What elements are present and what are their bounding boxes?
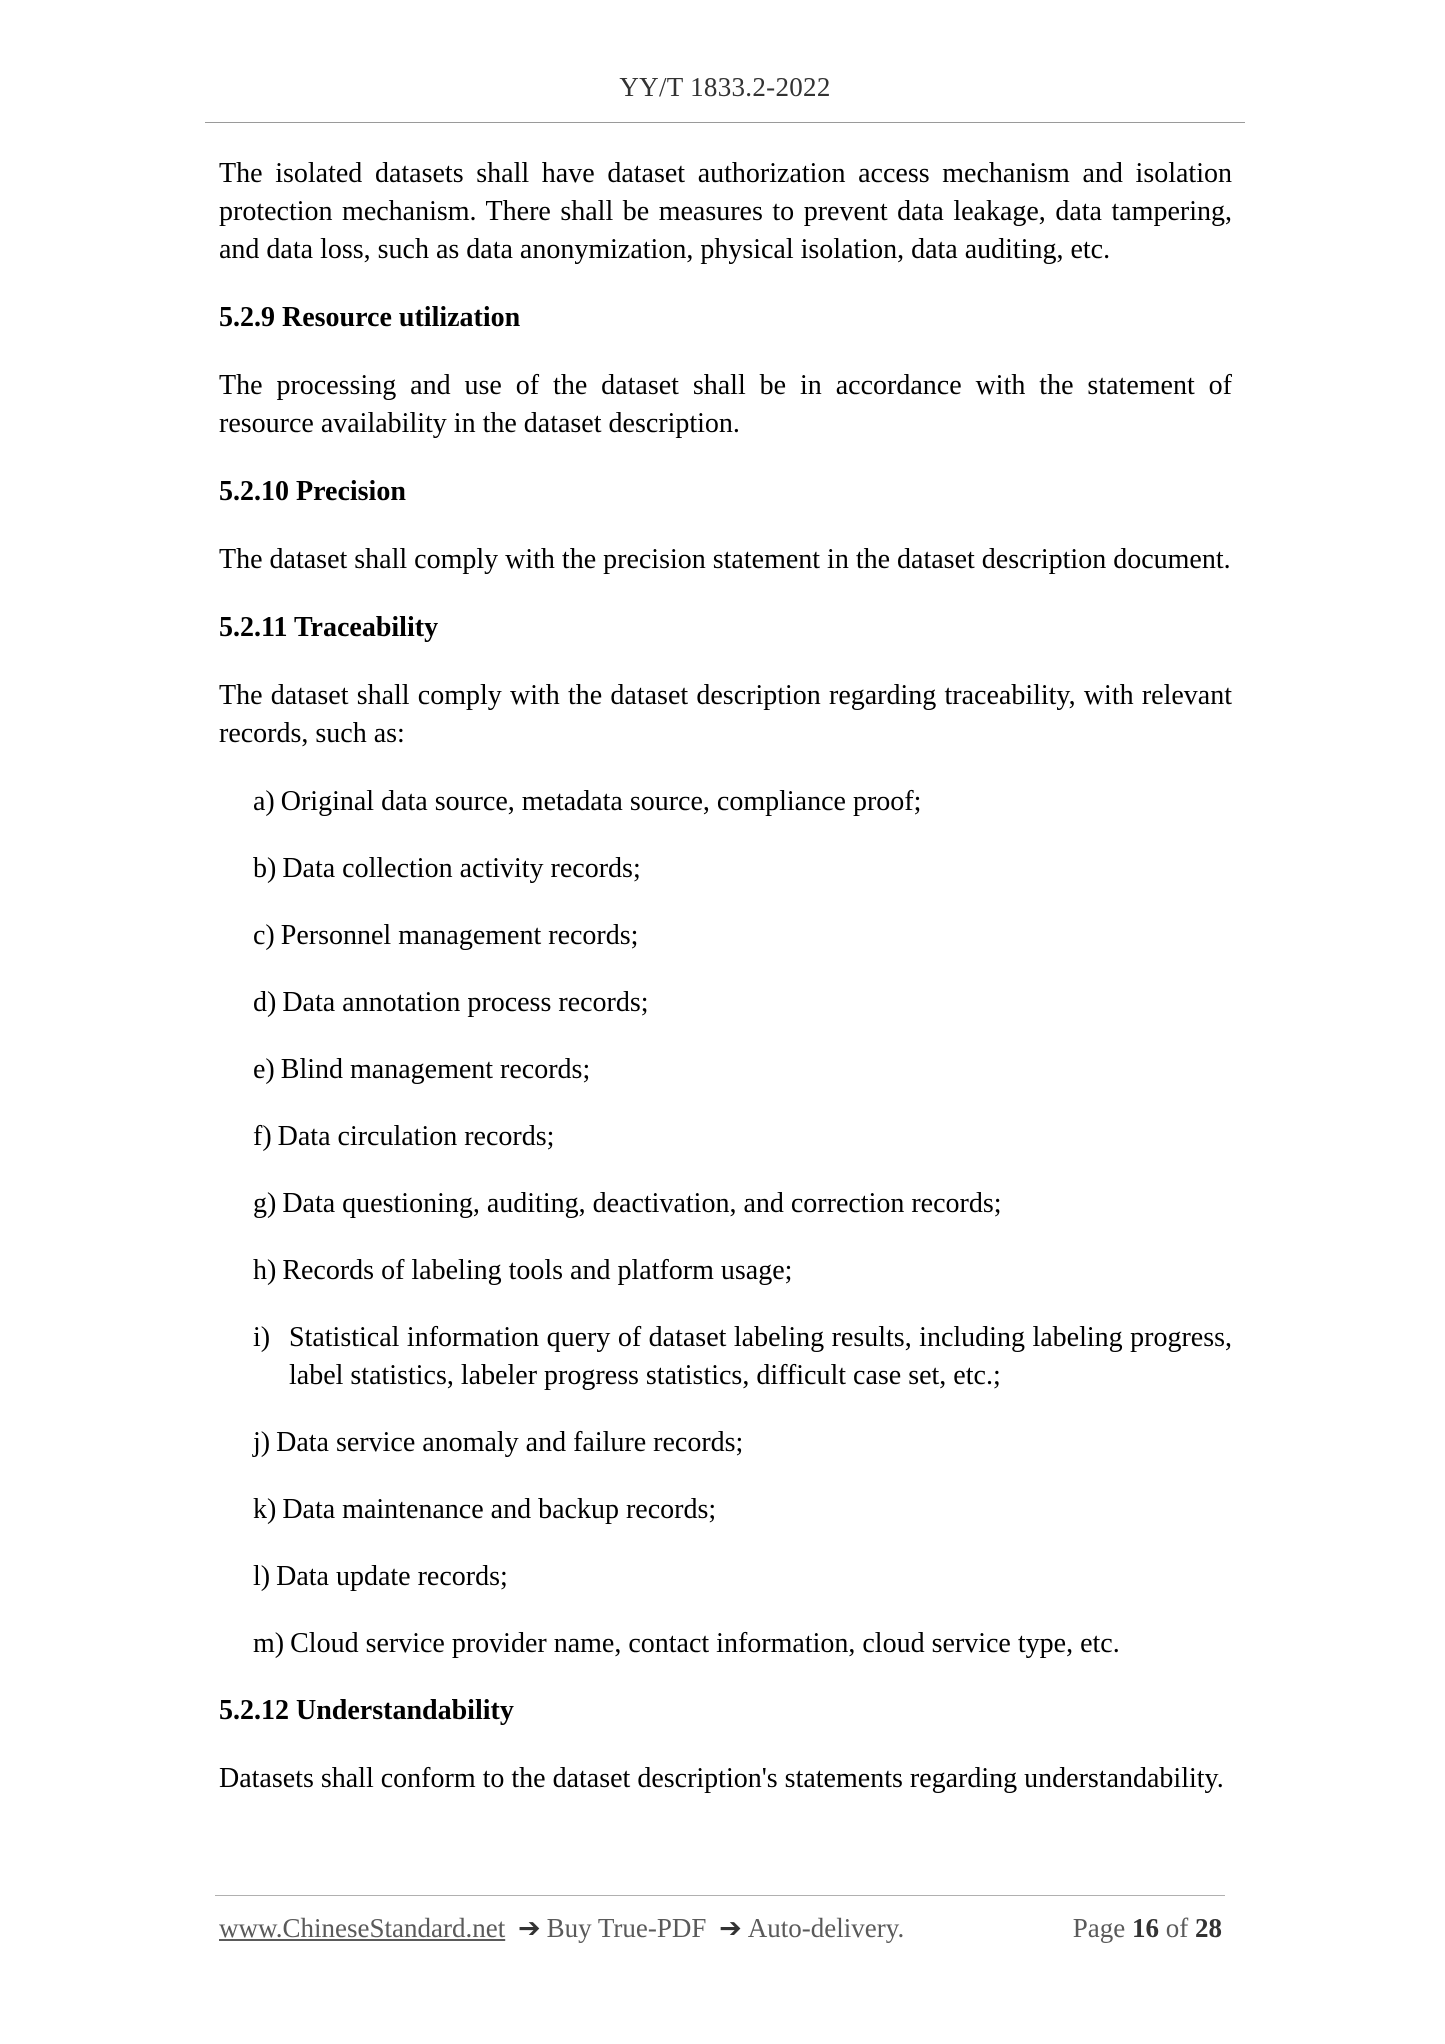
list-item (253, 1185, 1232, 1223)
list-marker: k) (253, 1494, 277, 1525)
list-marker: c) (253, 920, 275, 951)
section-heading-5-2-10: 5.2.10 Precision (219, 476, 406, 507)
page-label: Page (1072, 1913, 1126, 1943)
section-heading-5-2-12: 5.2.12 Understandability (219, 1695, 514, 1726)
list-item-text: Data collection activity records; (282, 853, 641, 884)
list-item (253, 917, 1232, 955)
section-body-5-2-9: The processing and use of the dataset shall be in accordance with the statement of resource availability in the dataset description. (219, 370, 1232, 439)
intro-paragraph: The isolated datasets shall have dataset authorization access mechanism and isolation protection mechanism. There shall be measures to prevent data leakage, data tampering, and data loss, such as data anonymization, physical isolation, data auditing, etc. (219, 158, 1232, 265)
list-item-text: Data circulation records; (277, 1121, 555, 1152)
list-item-text: Data update records; (276, 1561, 508, 1592)
list-item-text: Statistical information query of dataset labeling results, including labeling progress, label statistics, labeler progress statistics, difficult case set, etc.; (289, 1322, 1232, 1391)
list-item (253, 1558, 1232, 1596)
list-item-text: Original data source, metadata source, compliance proof; (280, 786, 922, 817)
section-heading-5-2-11: 5.2.11 Traceability (219, 612, 439, 643)
list-item (253, 850, 1232, 888)
footer-promo (219, 1913, 904, 1944)
list-item (253, 783, 1232, 821)
auto-delivery-text: Auto-delivery. (747, 1913, 905, 1943)
list-marker: d) (253, 987, 277, 1018)
page-total: 28 (1195, 1913, 1222, 1943)
list-marker: i) (253, 1322, 271, 1353)
arrow-right-icon: ➔ (719, 1913, 742, 1943)
list-item-text: Data questioning, auditing, deactivation, and correction records; (282, 1188, 1002, 1219)
list-marker: h) (253, 1255, 277, 1286)
list-marker: e) (253, 1054, 275, 1085)
header-divider (205, 122, 1245, 123)
list-item (253, 1118, 1232, 1156)
list-item-text: Data service anomaly and failure records; (276, 1427, 744, 1458)
list-marker: j) (253, 1427, 271, 1458)
list-item (253, 1491, 1232, 1529)
list-item-text: Data maintenance and backup records; (282, 1494, 717, 1525)
list-item-text: Personnel management records; (280, 920, 639, 951)
site-link[interactable]: www.ChineseStandard.net (219, 1913, 506, 1943)
list-marker: m) (253, 1628, 285, 1659)
page-content (219, 155, 1232, 1798)
list-item-text: Cloud service provider name, contact information, cloud service type, etc. (290, 1628, 1120, 1659)
section-body-5-2-10: The dataset shall comply with the precision statement in the dataset description document. (219, 544, 1231, 575)
list-item (253, 984, 1232, 1022)
page-footer (219, 1913, 1222, 1944)
list-marker: b) (253, 853, 277, 884)
list-item-text: Blind management records; (280, 1054, 591, 1085)
list-item (253, 1625, 1232, 1663)
section-body-5-2-11: The dataset shall comply with the dataset description regarding traceability, with relevant records, such as: (219, 680, 1232, 749)
list-item-text: Data annotation process records; (282, 987, 649, 1018)
list-marker: f) (253, 1121, 272, 1152)
page-of-label: of (1165, 1913, 1189, 1943)
buy-true-pdf-text: Buy True-PDF (546, 1913, 707, 1943)
list-item (253, 1051, 1232, 1089)
list-marker: a) (253, 786, 275, 817)
section-body-5-2-12: Datasets shall conform to the dataset description's statements regarding understandability. (219, 1763, 1224, 1794)
list-item (253, 1319, 1232, 1395)
page-number (1073, 1913, 1222, 1944)
traceability-records-list (219, 783, 1232, 1663)
document-header: YY/T 1833.2-2022 (619, 72, 831, 102)
footer-divider (215, 1895, 1225, 1896)
arrow-right-icon: ➔ (517, 1913, 541, 1943)
page-current: 16 (1132, 1913, 1159, 1943)
section-heading-5-2-9: 5.2.9 Resource utilization (219, 302, 521, 333)
list-item (253, 1424, 1232, 1462)
list-marker: l) (253, 1561, 271, 1592)
list-marker: g) (253, 1188, 277, 1219)
list-item-text: Records of labeling tools and platform usage; (282, 1255, 793, 1286)
list-item (253, 1252, 1232, 1290)
